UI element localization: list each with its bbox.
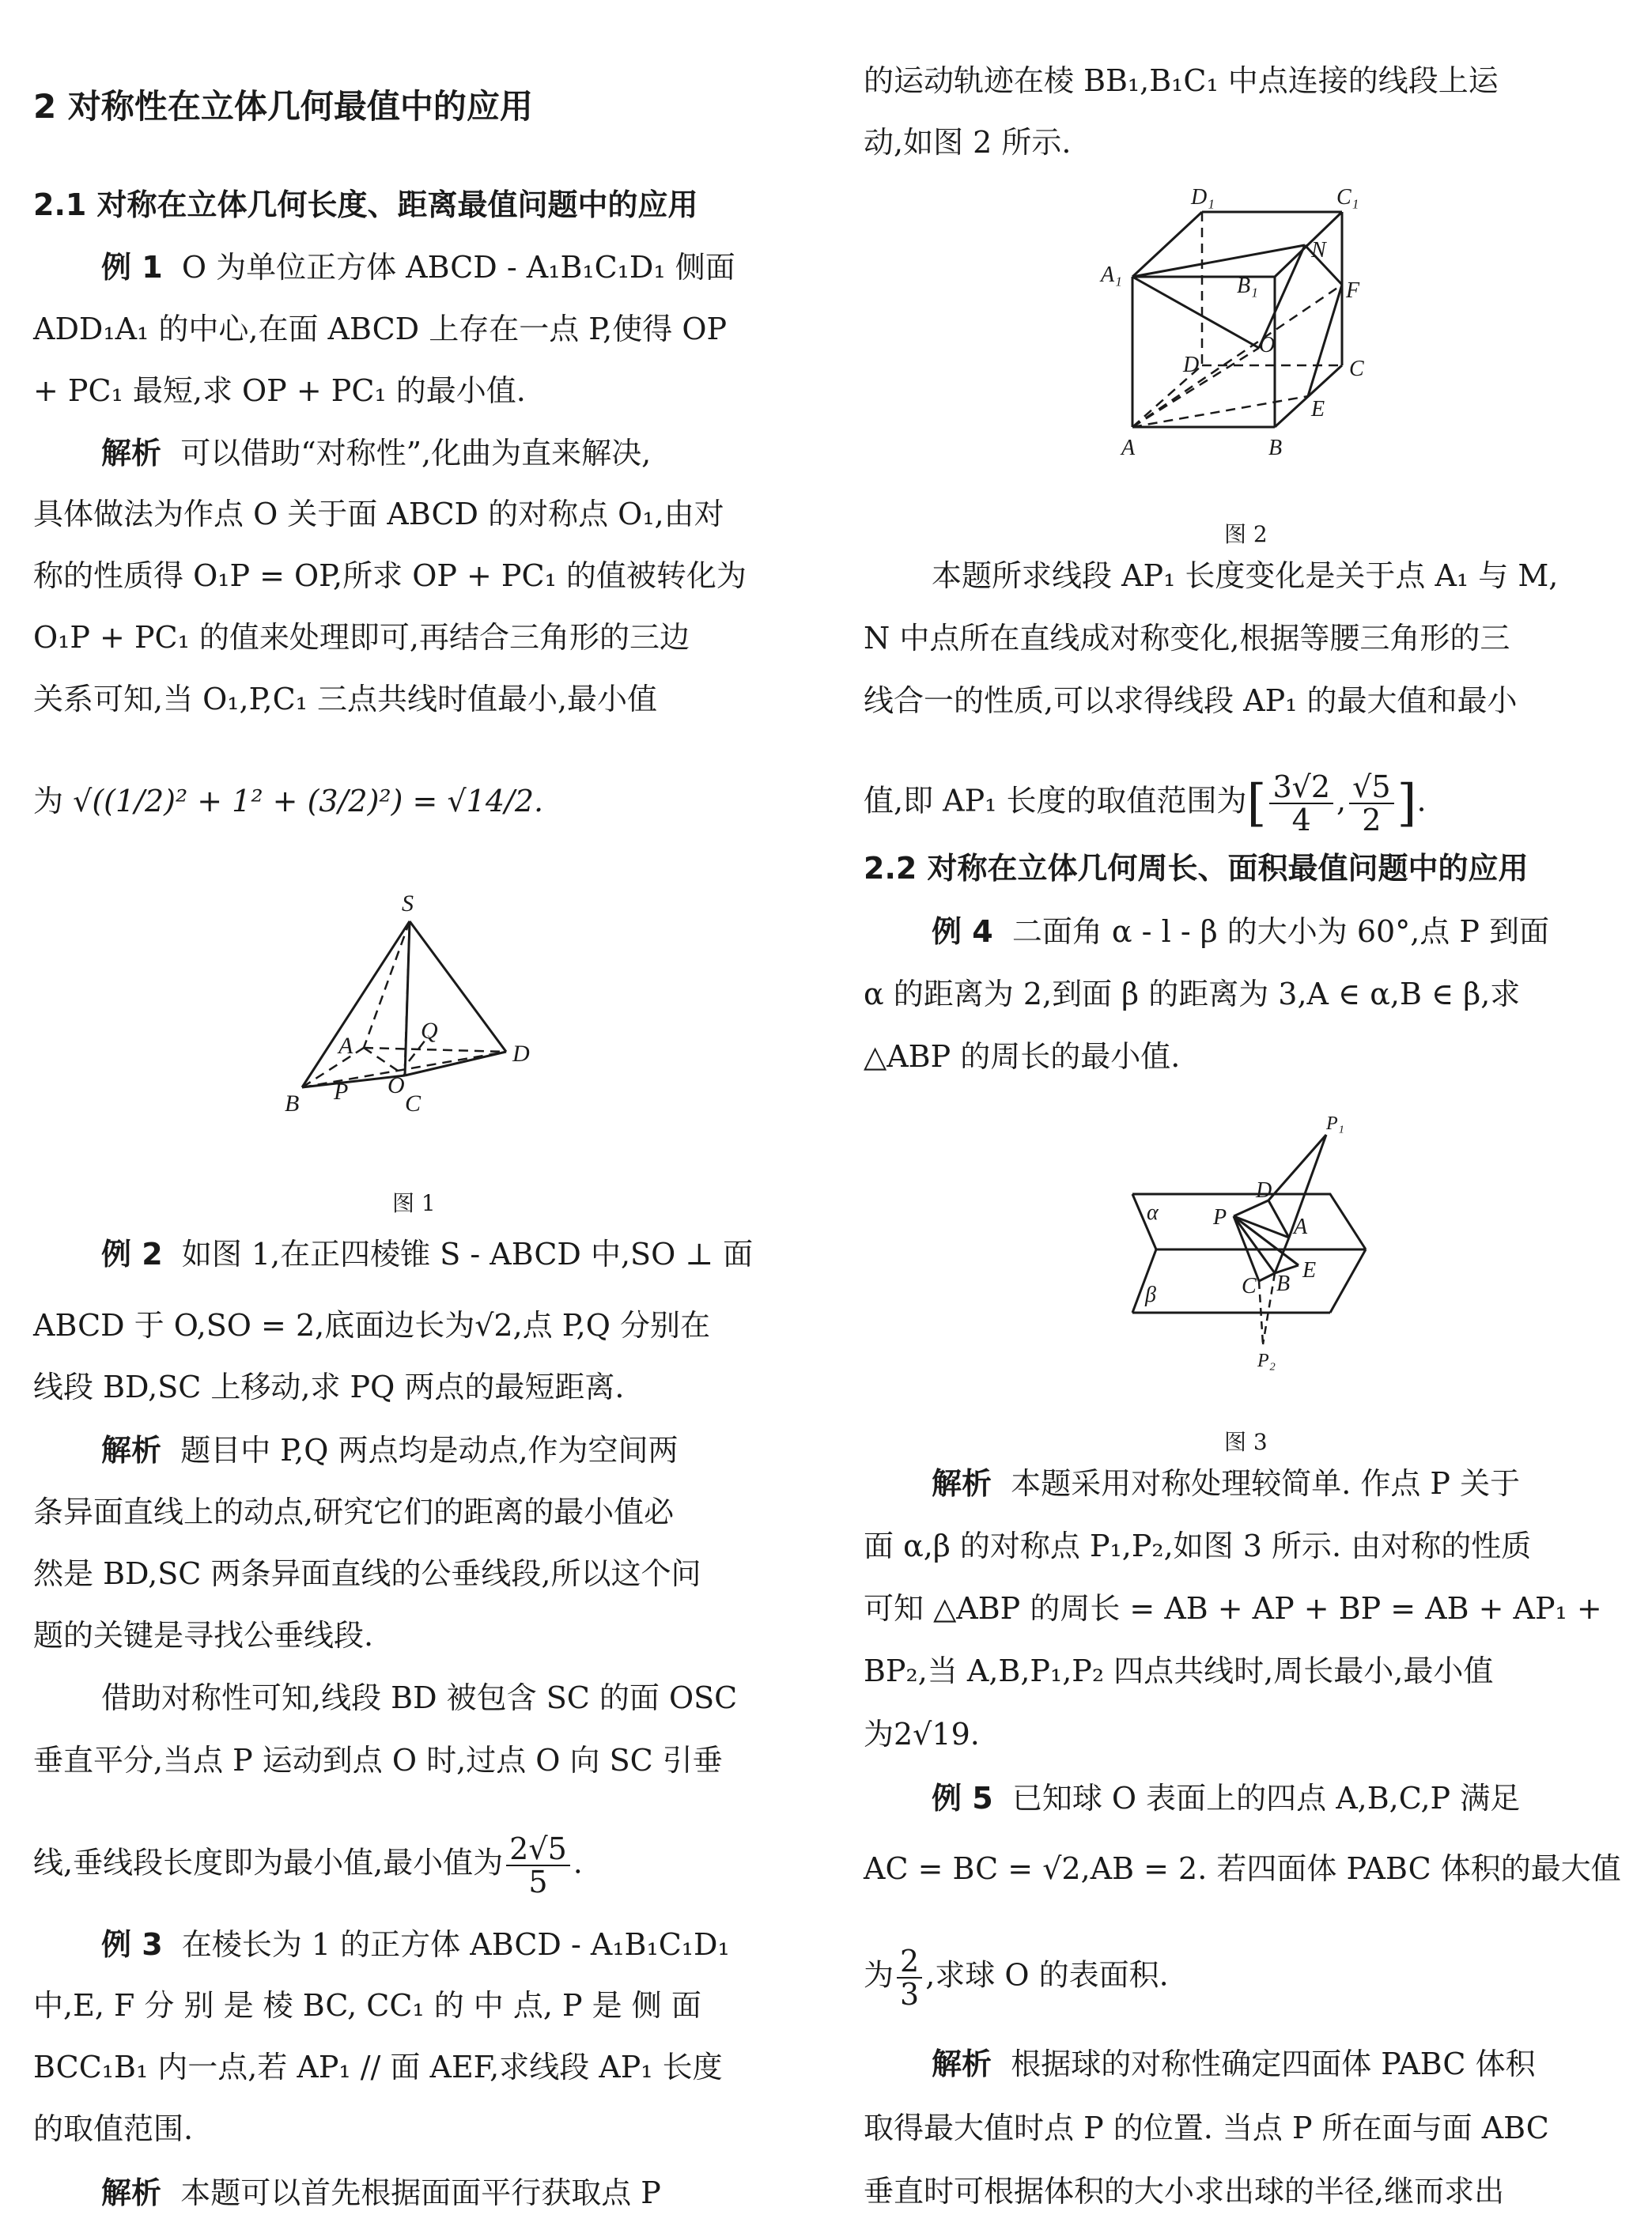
fig2-label-D1: D₁	[1191, 185, 1215, 210]
solution-4-line-3: 可知 △ABP 的周长 = AB + AP + BP = AB + AP₁ +	[864, 1591, 1602, 1626]
example-5-fraction	[897, 1945, 922, 2010]
fig2-label-C: C	[1349, 357, 1364, 381]
fig3-label-B: B	[1276, 1272, 1291, 1296]
fig2-label-D: D	[1183, 353, 1200, 377]
fraction-denominator: 4	[1291, 803, 1311, 837]
solution-2-line-7: 线,垂线段长度即为最小值,最小值为 $\frac{2√5}{5}$ .	[33, 1831, 583, 1899]
fig2-label-A: A	[1121, 436, 1136, 460]
example-2-text: 如图 1,在正四棱锥 S - ABCD 中,SO ⊥ 面	[181, 1237, 754, 1272]
fig2-label-A1: A₁	[1101, 263, 1122, 287]
solution-2-line-2: 条异面直线上的动点,研究它们的距离的最小值必	[33, 1495, 675, 1529]
range-upper-fraction	[1349, 771, 1393, 836]
fig3-label-P1: P₁	[1326, 1113, 1345, 1134]
figure-1-pyramid	[278, 878, 579, 1123]
edge-AD	[364, 1048, 506, 1052]
solution-1-line-1	[101, 435, 651, 471]
example-1-line-2: ADD₁A₁ 的中心,在面 ABCD 上存在一点 P,使得 OP	[33, 312, 728, 346]
segment-CB	[1259, 1273, 1275, 1281]
fig3-label-P2: P₂	[1257, 1351, 1276, 1371]
solution-2-text: 题目中 P,Q 两点均是动点,作为空间两	[180, 1433, 679, 1468]
solution-1-line-2: 具体做法为作点 O 关于面 ABCD 的对称点 O₁,由对	[33, 497, 724, 531]
example-2-label: 例 2	[101, 1237, 163, 1272]
example-5-line-1	[932, 1780, 1520, 1816]
example-5-suffix: ,求球 O 的表面积.	[925, 1957, 1169, 1993]
solution-4-text: 本题采用对称处理较简单. 作点 P 关于	[1011, 1466, 1521, 1501]
fig1-label-A: A	[338, 1033, 353, 1059]
solution-4-label: 解析	[932, 1466, 992, 1501]
fig3-label-E: E	[1302, 1258, 1317, 1283]
solution-3-tail-line-4: 值,即 AP₁ 长度的取值范围为[ $\frac{3√2}{4}$ , $\frac{√5}{2}$ ].	[864, 769, 1427, 837]
solution-3-cont-line-1: 的运动轨迹在棱 BB₁,B₁C₁ 中点连接的线段上运	[864, 63, 1499, 98]
solution-1-line-3: 称的性质得 O₁P = OP,所求 OP + PC₁ 的值被转化为	[33, 558, 747, 593]
solution-1-text: 可以借助“对称性”,化曲为直来解决,	[180, 436, 652, 471]
solution-2-line-5: 借助对称性可知,线段 BD 被包含 SC 的面 OSC	[101, 1680, 738, 1715]
range-lower-fraction	[1269, 771, 1333, 836]
solution-1-line-6-prefix: 为	[33, 784, 64, 818]
example-5-label: 例 5	[932, 1781, 993, 1816]
example-3-line-1	[101, 1926, 730, 1963]
solution-3-tail-line-2: N 中点所在直线成对称变化,根据等腰三角形的三	[864, 621, 1510, 656]
fig2-label-F: F	[1346, 278, 1360, 303]
fraction-denominator: 3	[900, 1977, 920, 2012]
plane-beta-right-edge	[1330, 1249, 1366, 1313]
solution-3-cont-line-2: 动,如图 2 所示.	[864, 125, 1072, 160]
solution-3-tail-line-3: 线合一的性质,可以求得线段 AP₁ 的最大值和最小	[864, 683, 1518, 718]
fraction-numerator: 2√5	[506, 1833, 570, 1866]
solution-4-line-1	[932, 1465, 1520, 1502]
fraction-numerator: 3√2	[1269, 771, 1333, 804]
fig3-label-A: A	[1294, 1215, 1308, 1239]
example-5-line-2: AC = BC = √2,AB = 2. 若四面体 PABC 体积的最大值	[864, 1851, 1621, 1886]
fig2-label-B: B	[1268, 436, 1283, 460]
solution-4-line-2: 面 α,β 的对称点 P₁,P₂,如图 3 所示. 由对称的性质	[864, 1529, 1532, 1563]
edge-SB	[302, 921, 410, 1087]
solution-2-label: 解析	[101, 1433, 162, 1468]
fig2-label-B1: B₁	[1237, 274, 1258, 298]
example-4-line-2: α 的距离为 2,到面 β 的距离为 3,A ∈ α,B ∈ β,求	[864, 977, 1521, 1011]
solution-5-label: 解析	[932, 2047, 992, 2081]
fraction-denominator: 5	[528, 1865, 548, 1899]
solution-5-line-3: 垂直时可根据体积的大小求出球的半径,继而求出	[864, 2174, 1505, 2209]
fig3-label-P: P	[1213, 1205, 1227, 1230]
fig1-label-Q: Q	[421, 1018, 438, 1044]
solution-4-line-5: 为2√19.	[864, 1717, 980, 1752]
solution-2-line-7-text: 线,垂线段长度即为最小值,最小值为	[33, 1845, 504, 1880]
example-1-line-3: + PC₁ 最短,求 OP + PC₁ 的最小值.	[33, 373, 526, 408]
solution-4-line-4: BP₂,当 A,B,P₁,P₂ 四点共线时,周长最小,最小值	[864, 1654, 1494, 1688]
solution-1-formula: √((1/2)² + 1² + (3/2)²) = √14/2.	[73, 784, 544, 818]
solution-2-line-6: 垂直平分,当点 P 运动到点 O 时,过点 O 向 SC 引垂	[33, 1743, 723, 1778]
example-3-label: 例 3	[101, 1927, 163, 1962]
edge-C1B1	[1275, 212, 1342, 277]
fig1-label-B: B	[285, 1090, 300, 1117]
solution-5-line-2: 取得最大值时点 P 的位置. 当点 P 所在面与面 ABC	[864, 2111, 1549, 2145]
example-2-line-3: 线段 BD,SC 上移动,求 PQ 两点的最短距离.	[33, 1370, 625, 1404]
example-2-line-2: ABCD 于 O,SO = 2,底面边长为√2,点 P,Q 分别在	[33, 1308, 710, 1343]
section-title: 2 对称性在立体几何最值中的应用	[33, 87, 533, 126]
figure-3-dihedral	[1101, 1115, 1385, 1384]
example-1-line-1	[101, 249, 735, 285]
fig3-label-beta: β	[1145, 1283, 1156, 1307]
figure-2-caption: 图 2	[1224, 521, 1268, 547]
segment-BP2	[1263, 1273, 1275, 1344]
example-1-label: 例 1	[101, 250, 163, 285]
edge-SA	[364, 921, 410, 1048]
fig1-label-S: S	[402, 890, 414, 917]
example-3-text: 在棱长为 1 的正方体 ABCD - A₁B₁C₁D₁	[181, 1927, 730, 1962]
fig2-label-C1: C₁	[1336, 185, 1359, 210]
example-4-line-3: △ABP 的周长的最小值.	[864, 1039, 1181, 1074]
example-4-label: 例 4	[932, 914, 993, 949]
fig2-label-N: N	[1311, 238, 1326, 263]
fig1-label-O: O	[387, 1072, 405, 1098]
subsection-title-2-2: 2.2 对称在立体几何周长、面积最值问题中的应用	[864, 851, 1529, 886]
example-3-line-3: BCC₁B₁ 内一点,若 AP₁ // 面 AEF,求线段 AP₁ 长度	[33, 2050, 723, 2084]
example-2-line-1	[101, 1236, 753, 1272]
fig3-label-C: C	[1242, 1274, 1257, 1298]
fig2-label-O: O	[1259, 333, 1276, 357]
solution-1-line-6	[33, 783, 543, 819]
fig1-label-C: C	[405, 1090, 422, 1117]
fig1-label-D: D	[512, 1041, 530, 1067]
fig3-label-alpha: α	[1147, 1200, 1159, 1225]
example-5-prefix: 为	[864, 1957, 894, 1993]
segment-DP1	[1268, 1135, 1326, 1200]
example-4-line-1	[932, 913, 1549, 950]
fig1-label-P: P	[334, 1079, 349, 1105]
fraction-denominator: 2	[1362, 803, 1382, 837]
example-1-text: O 为单位正方体 ABCD - A₁B₁C₁D₁ 侧面	[181, 250, 735, 285]
segment-AE	[1132, 396, 1308, 427]
example-3-line-2: 中,E, F 分 别 是 棱 BC, CC₁ 的 中 点, P 是 侧 面	[33, 1988, 701, 2023]
segment-PD	[1234, 1200, 1268, 1216]
fig3-label-D: D	[1256, 1178, 1272, 1203]
subsection-title-2-1: 2.1 对称在立体几何长度、距离最值问题中的应用	[33, 187, 698, 222]
fig2-label-E: E	[1311, 397, 1325, 421]
figure-1-caption: 图 1	[392, 1190, 436, 1216]
solution-2-fraction	[506, 1833, 570, 1898]
fraction-numerator: 2	[897, 1945, 922, 1979]
solution-1-line-4: O₁P + PC₁ 的值来处理即可,再结合三角形的三边	[33, 620, 690, 655]
solution-5-line-1	[932, 2046, 1536, 2082]
solution-1-label: 解析	[101, 436, 162, 471]
example-5-text: 已知球 O 表面上的四点 A,B,C,P 满足	[1011, 1781, 1521, 1816]
solution-5-text: 根据球的对称性确定四面体 PABC 体积	[1011, 2047, 1536, 2081]
example-5-line-3	[864, 1945, 1169, 2010]
solution-2-line-3: 然是 BD,SC 两条异面直线的公垂线段,所以这个问	[33, 1556, 701, 1591]
solution-2-line-1	[101, 1432, 679, 1468]
range-prefix: 值,即 AP₁ 长度的取值范围为	[864, 783, 1247, 818]
figure-3-caption: 图 3	[1224, 1429, 1268, 1455]
fraction-numerator: √5	[1349, 771, 1393, 804]
solution-3-line-1	[101, 2175, 661, 2211]
solution-2-line-4: 题的关键是寻找公垂线段.	[33, 1618, 374, 1653]
solution-3-text: 本题可以首先根据面面平行获取点 P	[180, 2175, 661, 2210]
solution-1-line-5: 关系可知,当 O₁,P,C₁ 三点共线时值最小,最小值	[33, 682, 658, 716]
example-3-line-4: 的取值范围.	[33, 2111, 194, 2146]
figure-2-cube	[1101, 182, 1433, 467]
solution-3-tail-line-1: 本题所求线段 AP₁ 长度变化是关于点 A₁ 与 M,	[932, 558, 1559, 593]
example-4-text: 二面角 α - l - β 的大小为 60°,点 P 到面	[1011, 914, 1550, 949]
solution-3-label: 解析	[101, 2175, 162, 2210]
